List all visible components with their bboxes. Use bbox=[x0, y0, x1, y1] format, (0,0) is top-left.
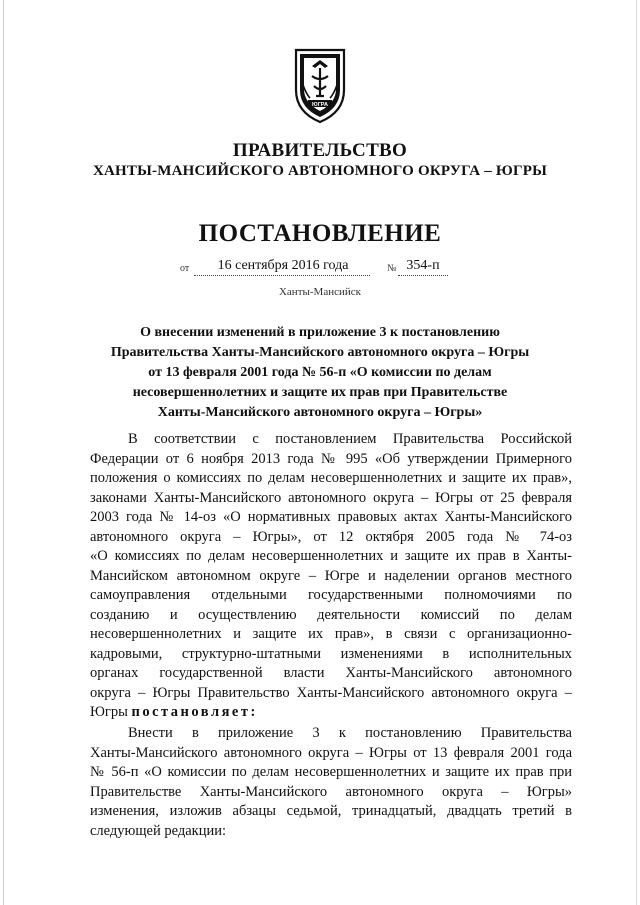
paragraph-line: следующей редакции: bbox=[90, 822, 227, 839]
number-underline bbox=[398, 275, 448, 276]
paragraph-line: 2003 года № 14-оз «О нормативных правовых актах Ханты-Мансийского bbox=[90, 509, 572, 525]
resolves-word: постановляет bbox=[131, 704, 251, 720]
paragraph-line: «О комиссиях по делам несовершеннолетних и защите их прав в Ханты- bbox=[90, 548, 572, 564]
paragraph-line: В соответствии с постановлением Правительства Российской bbox=[128, 431, 572, 447]
city-name: Ханты-Мансийск bbox=[278, 286, 361, 298]
document-title bbox=[90, 323, 550, 423]
paragraph-line: Правительстве Ханты-Мансийского автономного округа – Югры» bbox=[90, 783, 572, 800]
paragraph-line: автономного округа – Югры», от 12 октября 2005 года № 74-оз bbox=[90, 528, 572, 545]
title-line: Правительства Ханты-Мансийского автономного округа – Югры bbox=[110, 345, 530, 360]
title-line: О внесении изменений в приложение 3 к постановлению bbox=[140, 325, 500, 340]
government-title: ПРАВИТЕЛЬСТВО bbox=[232, 140, 408, 161]
paragraph-line: кадровыми, структурно-штатными изменениями в исполнительных bbox=[90, 645, 572, 662]
document-date: 16 сентября 2016 года bbox=[217, 258, 349, 273]
scan-edge-left bbox=[3, 0, 4, 905]
date-number-line bbox=[180, 258, 480, 278]
paragraph-line-resolves bbox=[90, 703, 572, 723]
emblem-label: ЮГРА bbox=[312, 102, 328, 108]
paragraph-line: Ханты-Мансийского автономного округа – Югры от 13 февраля 2001 года bbox=[90, 744, 572, 761]
scan-edge-right bbox=[636, 0, 637, 905]
paragraph-amendment bbox=[90, 724, 572, 841]
paragraph-line: несовершеннолетних и защите их прав», в связи с организационно- bbox=[90, 626, 572, 642]
date-underline bbox=[194, 275, 370, 276]
document-number: 354-п bbox=[406, 258, 440, 273]
paragraph-line: изменения, изложив абзацы седьмой, тринадцатый, двадцать третий в bbox=[90, 803, 572, 819]
date-prefix: от bbox=[180, 263, 190, 274]
paragraph-preamble bbox=[90, 430, 572, 723]
title-line: Ханты-Мансийского автономного округа – Югры» bbox=[157, 405, 483, 420]
paragraph-line: Федерации от 6 ноября 2013 года № 995 «Об утверждении Примерного bbox=[90, 450, 572, 467]
paragraph-line: созданию и осуществлению деятельности комиссий по делам bbox=[90, 606, 572, 623]
coat-of-arms-emblem bbox=[290, 46, 350, 124]
resolves-prefix: Югры bbox=[90, 704, 132, 720]
number-prefix: № bbox=[387, 263, 397, 274]
resolves-colon: : bbox=[250, 704, 256, 720]
paragraph-line: законами Ханты-Мансийского автономного округа – Югры от 25 февраля bbox=[90, 489, 572, 506]
region-title: ХАНТЫ-МАНСИЙСКОГО АВТОНОМНОГО ОКРУГА – ЮГРЫ bbox=[92, 163, 547, 179]
paragraph-line: округа – Югры Правительство Ханты-Мансийского автономного округа – bbox=[90, 684, 572, 701]
title-line: несовершеннолетних и защите их прав при Правительстве bbox=[132, 385, 508, 400]
paragraph-line: № 56-п «О комиссии по делам несовершеннолетних и защите их прав при bbox=[90, 764, 572, 780]
document-type-heading: ПОСТАНОВЛЕНИЕ bbox=[198, 220, 442, 247]
title-line: от 13 февраля 2001 года № 56-п «О комиссии по делам bbox=[148, 365, 492, 380]
paragraph-line: органах государственной власти Ханты-Мансийского автономного bbox=[90, 665, 572, 681]
paragraph-line: положения о комиссиях по делам несовершеннолетних и защите их прав», bbox=[90, 470, 572, 486]
paragraph-line: Мансийском автономном округе – Югре и наделении органов местного bbox=[90, 567, 572, 584]
paragraph-line: Внести в приложение 3 к постановлению Правительства bbox=[128, 725, 572, 741]
paragraph-line: самоуправления отдельными государственными полномочиями по bbox=[90, 587, 572, 603]
